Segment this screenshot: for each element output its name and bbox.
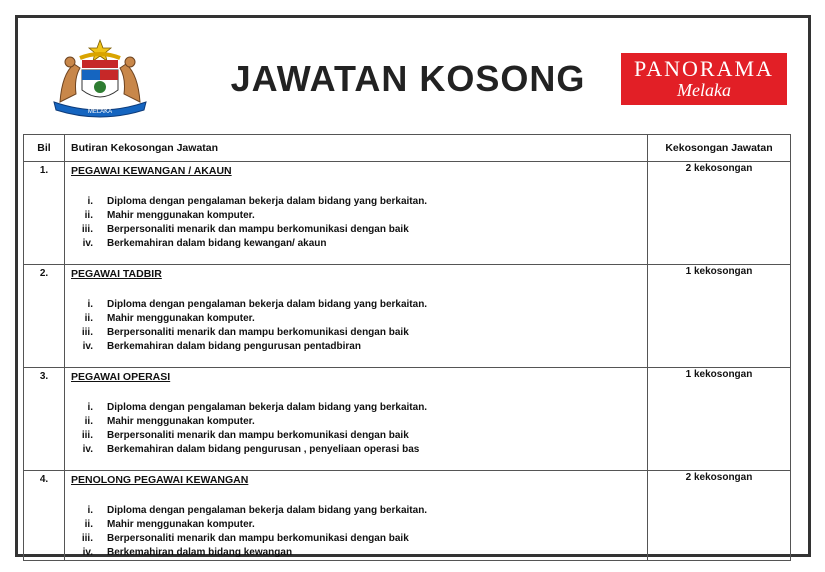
job-details: [65, 265, 648, 368]
requirement-item: [71, 504, 641, 518]
svg-text:MELAKA: MELAKA: [87, 109, 113, 115]
requirement-number: iii.: [81, 327, 93, 338]
logo-line-1: PANORAMA: [634, 56, 774, 81]
requirement-number: iii.: [81, 533, 93, 544]
requirement-text: Diploma dengan pengalaman bekerja dalam bidang yang berkaitan.: [107, 402, 428, 413]
melaka-coat-of-arms-icon: [40, 38, 155, 120]
requirement-text: Berpersonaliti menarik dan mampu berkomunikasi dengan baik: [107, 430, 409, 441]
table-row: [24, 471, 791, 561]
requirement-number: ii.: [84, 519, 93, 530]
job-title: PEGAWAI KEWANGAN / AKAUN: [71, 165, 232, 177]
vacancy-count: 2 kekosongan: [648, 162, 791, 265]
requirement-item: [71, 518, 641, 532]
requirement-number: iii.: [81, 430, 93, 441]
row-number: 2.: [24, 265, 65, 368]
requirement-number: iv.: [82, 444, 93, 455]
requirement-item: [71, 429, 641, 443]
page-title: JAWATAN KOSONG: [230, 58, 586, 99]
requirement-item: [71, 546, 641, 560]
requirement-text: Berkemahiran dalam bidang kewangan: [107, 547, 293, 558]
job-title: PEGAWAI OPERASI: [71, 371, 171, 383]
requirement-text: Berkemahiran dalam bidang pengurusan , penyeliaan operasi bas: [107, 444, 420, 455]
requirement-item: [71, 401, 641, 415]
vacancy-table: [23, 134, 791, 561]
requirement-text: Mahir menggunakan komputer.: [107, 210, 255, 221]
requirement-text: Berpersonaliti menarik dan mampu berkomunikasi dengan baik: [107, 224, 409, 235]
requirement-text: Berkemahiran dalam bidang pengurusan pentadbiran: [107, 341, 361, 352]
job-details: [65, 162, 648, 265]
table-row: [24, 162, 791, 265]
requirement-text: Diploma dengan pengalaman bekerja dalam bidang yang berkaitan.: [107, 196, 428, 207]
requirement-text: Mahir menggunakan komputer.: [107, 416, 255, 427]
requirement-number: i.: [87, 402, 93, 413]
vacancy-count: 1 kekosongan: [648, 368, 791, 471]
table-header-row: [24, 135, 791, 162]
requirement-item: [71, 223, 641, 237]
requirement-item: [71, 195, 641, 209]
job-title: PEGAWAI TADBIR: [71, 268, 162, 280]
requirement-text: Diploma dengan pengalaman bekerja dalam bidang yang berkaitan.: [107, 299, 428, 310]
row-number: 4.: [24, 471, 65, 561]
job-details: [65, 368, 648, 471]
requirement-item: [71, 326, 641, 340]
vacancy-count: 1 kekosongan: [648, 265, 791, 368]
panorama-melaka-logo: [621, 53, 787, 105]
requirement-text: Diploma dengan pengalaman bekerja dalam bidang yang berkaitan.: [107, 505, 428, 516]
requirement-number: i.: [87, 196, 93, 207]
vacancy-count: 2 kekosongan: [648, 471, 791, 561]
requirement-item: [71, 443, 641, 457]
requirement-item: [71, 312, 641, 326]
requirement-text: Mahir menggunakan komputer.: [107, 313, 255, 324]
job-title: PENOLONG PEGAWAI KEWANGAN: [71, 474, 249, 486]
poster-frame: [15, 15, 811, 557]
job-details: [65, 471, 648, 561]
column-header-details: Butiran Kekosongan Jawatan: [65, 135, 648, 162]
requirement-item: [71, 237, 641, 251]
requirement-text: Mahir menggunakan komputer.: [107, 519, 255, 530]
requirement-item: [71, 298, 641, 312]
column-header-vacancy: Kekosongan Jawatan: [648, 135, 791, 162]
requirement-number: iv.: [82, 547, 93, 558]
table-row: [24, 265, 791, 368]
requirement-item: [71, 209, 641, 223]
requirement-number: ii.: [84, 313, 93, 324]
requirement-number: iv.: [82, 341, 93, 352]
requirement-text: Berpersonaliti menarik dan mampu berkomunikasi dengan baik: [107, 327, 409, 338]
requirement-number: iv.: [82, 238, 93, 249]
requirement-item: [71, 340, 641, 354]
row-number: 1.: [24, 162, 65, 265]
requirement-item: [71, 532, 641, 546]
requirement-number: ii.: [84, 416, 93, 427]
requirement-number: i.: [87, 299, 93, 310]
row-number: 3.: [24, 368, 65, 471]
table-row: [24, 368, 791, 471]
requirement-number: i.: [87, 505, 93, 516]
requirement-text: Berkemahiran dalam bidang kewangan/ akaun: [107, 238, 327, 249]
requirement-item: [71, 415, 641, 429]
requirement-number: ii.: [84, 210, 93, 221]
column-header-bil: Bil: [24, 135, 65, 162]
logo-line-2: Melaka: [677, 80, 731, 100]
requirement-text: Berpersonaliti menarik dan mampu berkomunikasi dengan baik: [107, 533, 409, 544]
requirement-number: iii.: [81, 224, 93, 235]
